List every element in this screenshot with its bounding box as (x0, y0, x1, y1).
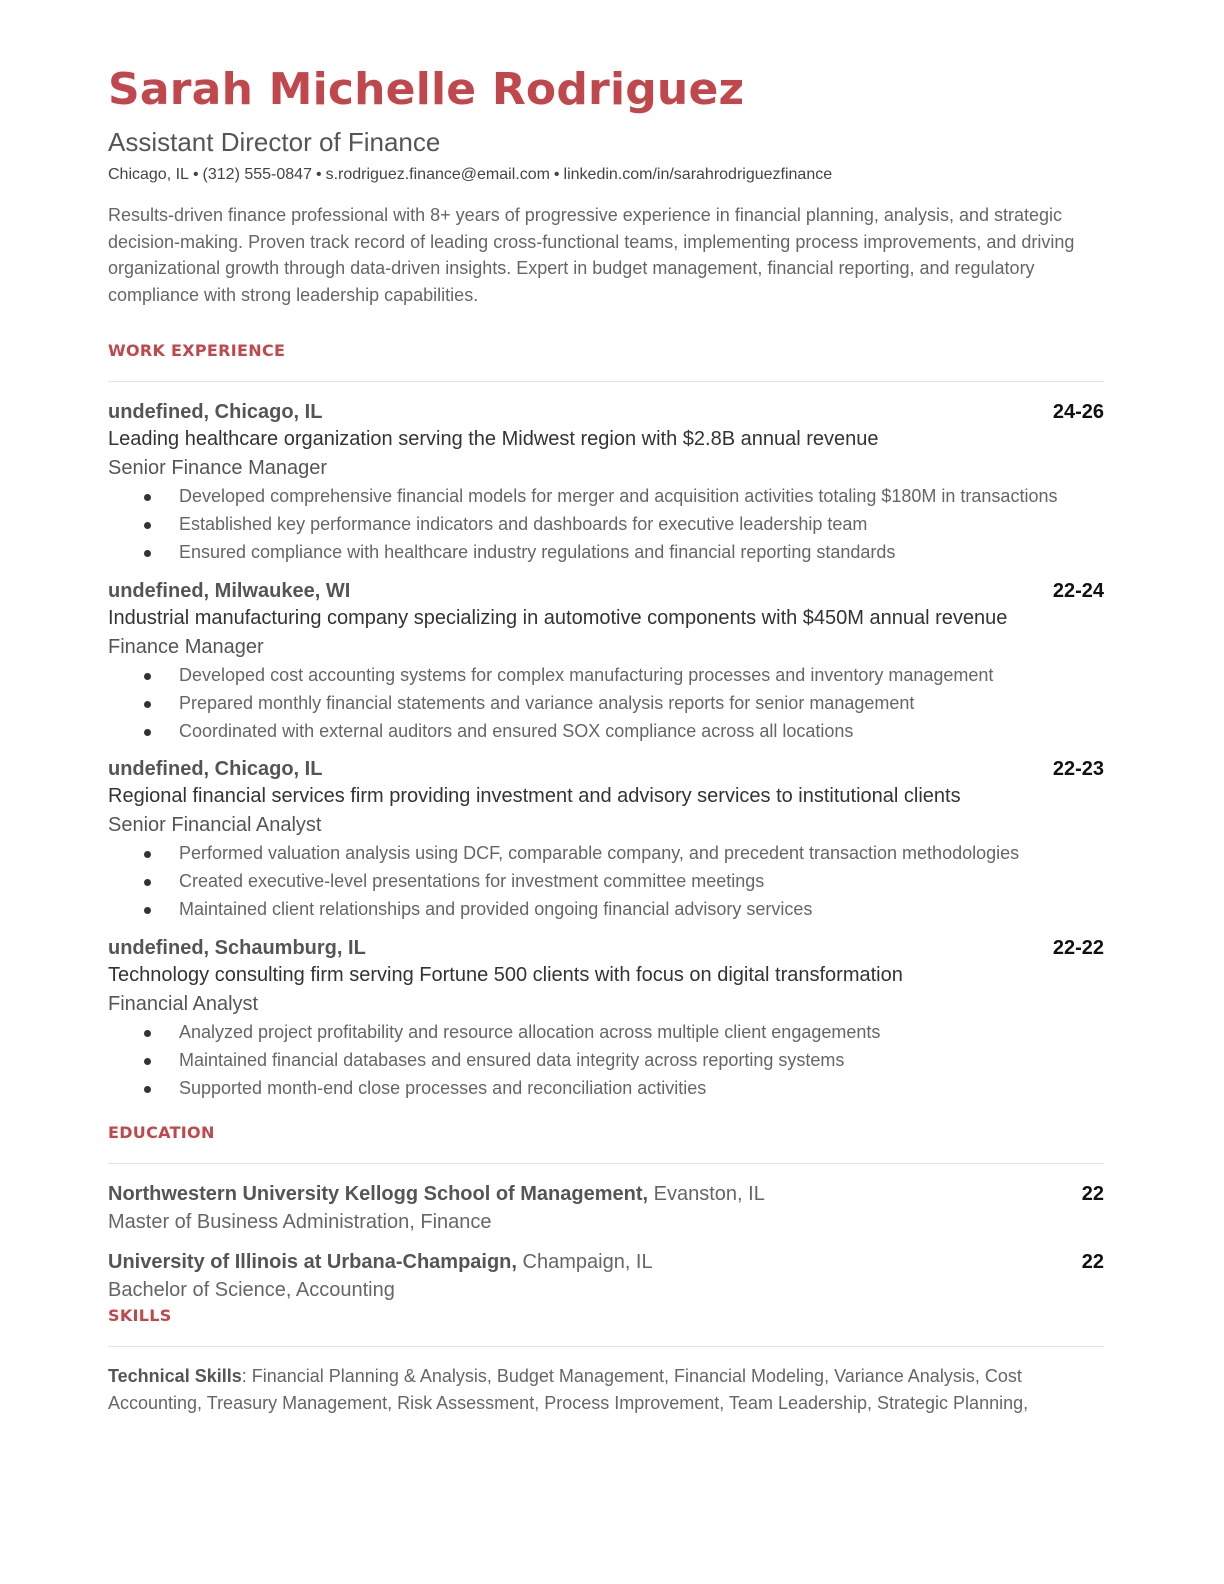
contact-line (108, 164, 1104, 186)
job-bullets (108, 840, 1104, 923)
section-divider (108, 1163, 1104, 1164)
job-entry (108, 399, 1104, 566)
contact-email[interactable]: s.rodriguez.finance@email.com (325, 166, 550, 183)
job-company: undefined, Chicago, IL (108, 758, 323, 780)
list-item: Established key performance indicators and dashboards for executive leadership team (108, 511, 1104, 538)
education-school: Northwestern University Kellogg School of Management, (108, 1183, 649, 1205)
list-item: Created executive-level presentations for investment committee meetings (108, 868, 1104, 895)
job-role: Financial Analyst (108, 992, 259, 1015)
job-description: Leading healthcare organization serving the Midwest region with $2.8B annual revenue (108, 428, 879, 450)
contact-separator: • (553, 166, 560, 183)
job-entry (108, 756, 1104, 923)
list-item: Prepared monthly financial statements and variance analysis reports for senior management (108, 690, 1104, 717)
list-item: Ensured compliance with healthcare industry regulations and financial reporting standards (108, 539, 1104, 566)
section-divider (108, 1346, 1104, 1347)
education-degree: Master of Business Administration, Finance (108, 1211, 492, 1233)
contact-separator: • (192, 166, 199, 183)
resume-page (108, 60, 1104, 1417)
list-item: Developed cost accounting systems for complex manufacturing processes and inventory management (108, 662, 1104, 689)
education-date: 22 (1081, 1251, 1104, 1273)
job-entry (108, 935, 1104, 1102)
skills-text: : Financial Planning & Analysis, Budget Management, Financial Modeling, Variance Analysis, Cost Accounting, Treasury Management, Risk Assessment, Process Improvement, Team Leadership, Strategic Planning, (108, 1366, 1029, 1413)
job-bullets (108, 662, 1104, 745)
job-header (108, 399, 1104, 425)
job-company: undefined, Schaumburg, IL (108, 936, 366, 959)
candidate-title: Assistant Director of Finance (108, 127, 441, 157)
education-location: Evanston, IL (653, 1183, 765, 1205)
job-date: 22-22 (1052, 936, 1104, 959)
skills-label: Technical Skills (108, 1366, 242, 1386)
list-item: Supported month-end close processes and reconciliation activities (108, 1075, 1104, 1102)
job-bullets (108, 1019, 1104, 1102)
job-date: 24-26 (1052, 401, 1104, 423)
contact-location: Chicago, IL (108, 166, 189, 183)
job-date: 22-23 (1052, 758, 1104, 780)
education-header (108, 1249, 1104, 1275)
job-company: undefined, Milwaukee, WI (108, 579, 351, 602)
job-header (108, 756, 1104, 782)
skills-paragraph (108, 1363, 1104, 1417)
education-school: University of Illinois at Urbana-Champaign, (108, 1251, 517, 1273)
list-item: Coordinated with external auditors and ensured SOX compliance across all locations (108, 718, 1104, 745)
job-date: 22-24 (1052, 579, 1104, 602)
education-date: 22 (1081, 1183, 1104, 1205)
job-description: Technology consulting firm serving Fortune 500 clients with focus on digital transformation (108, 963, 903, 986)
job-role: Senior Finance Manager (108, 457, 328, 479)
list-item: Maintained financial databases and ensured data integrity across reporting systems (108, 1047, 1104, 1074)
contact-separator: • (315, 166, 322, 183)
contact-linkedin[interactable]: linkedin.com/in/sarahrodriguezfinance (563, 166, 833, 183)
job-header (108, 935, 1104, 961)
education-location: Champaign, IL (522, 1251, 653, 1273)
section-title-skills: SKILLS (108, 1306, 172, 1325)
section-title-work-experience: WORK EXPERIENCE (108, 341, 286, 360)
job-list (108, 399, 1104, 1101)
job-bullets (108, 483, 1104, 566)
professional-summary: Results-driven finance professional with 8+ years of progressive experience in financial planning, analysis, and strategic decision-making. Proven track record of leading cross-functional teams, implementing process improvements, and driving organizational growth through data-driven insights. Expert in budget management, financial reporting, and regulatory compliance with strong leadership capabilities. (108, 205, 1075, 305)
candidate-name: Sarah Michelle Rodriguez (108, 64, 745, 115)
job-role: Finance Manager (108, 635, 264, 658)
section-divider (108, 381, 1104, 382)
education-entry (108, 1249, 1104, 1305)
education-degree: Bachelor of Science, Accounting (108, 1279, 395, 1301)
job-description: Industrial manufacturing company specializing in automotive components with $450M annual revenue (108, 606, 1008, 629)
list-item: Maintained client relationships and provided ongoing financial advisory services (108, 896, 1104, 923)
list-item: Performed valuation analysis using DCF, comparable company, and precedent transaction methodologies (108, 840, 1104, 867)
job-company: undefined, Chicago, IL (108, 401, 323, 423)
education-entry (108, 1181, 1104, 1237)
section-title-education: EDUCATION (108, 1123, 215, 1142)
job-description: Regional financial services firm providing investment and advisory services to institutional clients (108, 785, 961, 807)
job-entry (108, 578, 1104, 745)
education-header (108, 1181, 1104, 1207)
job-role: Senior Financial Analyst (108, 814, 322, 836)
job-header (108, 578, 1104, 604)
list-item: Analyzed project profitability and resource allocation across multiple client engagements (108, 1019, 1104, 1046)
contact-phone: (312) 555-0847 (202, 166, 312, 183)
list-item: Developed comprehensive financial models for merger and acquisition activities totaling $180M in transactions (108, 483, 1104, 510)
